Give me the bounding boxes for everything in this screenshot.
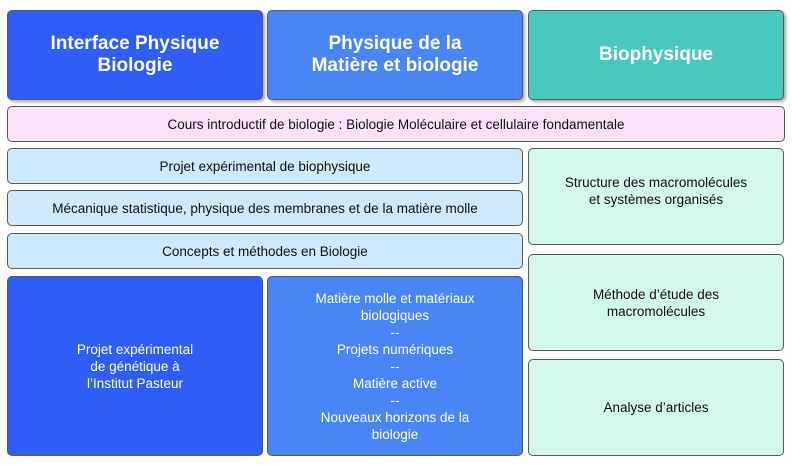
option-projets-numeriques: Projets numériques <box>336 341 454 357</box>
option-separator: -- <box>390 324 400 340</box>
option-matiere-active: Matière active <box>352 375 438 391</box>
course-structure-macromolecules <box>528 148 784 245</box>
option-separator: -- <box>390 392 400 408</box>
option-separator: -- <box>390 358 400 374</box>
intro-course-label: Cours introductif de biologie : Biologie Moléculaire et cellulaire fondamentale <box>167 116 625 132</box>
header-interface-physique-biologie <box>7 10 263 100</box>
course-projet-biophysique <box>7 148 523 184</box>
course-label: Analyse d’articles <box>603 400 709 415</box>
options-list-box <box>267 276 523 456</box>
course-label: Projet expérimental de génétique à l’Institut Pasteur <box>76 341 194 391</box>
course-analyse-articles <box>528 359 784 456</box>
header-label: Physique de la Matière et biologie <box>311 33 479 76</box>
header-physique-matiere-biologie <box>267 10 523 100</box>
course-label-wrap <box>565 174 747 208</box>
course-label: Méthode d’étude des macromolécules <box>592 286 720 319</box>
course-label: Projet expérimental de biophysique <box>159 158 371 174</box>
header-biophysique <box>528 10 784 100</box>
header-label: Biophysique <box>598 44 713 65</box>
option-nouveaux-horizons: Nouveaux horizons de la biologie <box>320 409 470 442</box>
course-mecanique-statistique <box>7 190 523 226</box>
options-list <box>315 290 474 443</box>
course-projet-genetique <box>7 276 263 456</box>
course-label: Concepts et méthodes en Biologie <box>162 243 368 259</box>
option-matiere-molle: Matière molle et matériaux biologiques <box>315 290 475 323</box>
course-label: Structure des macromolécules et systèmes organisés <box>564 174 748 207</box>
course-concepts-methodes <box>7 233 523 269</box>
header-label: Interface Physique Biologie <box>50 33 220 76</box>
course-methode-etude <box>528 254 784 351</box>
intro-course-box <box>7 106 785 142</box>
course-label: Mécanique statistique, physique des membranes et de la matière molle <box>52 200 478 216</box>
